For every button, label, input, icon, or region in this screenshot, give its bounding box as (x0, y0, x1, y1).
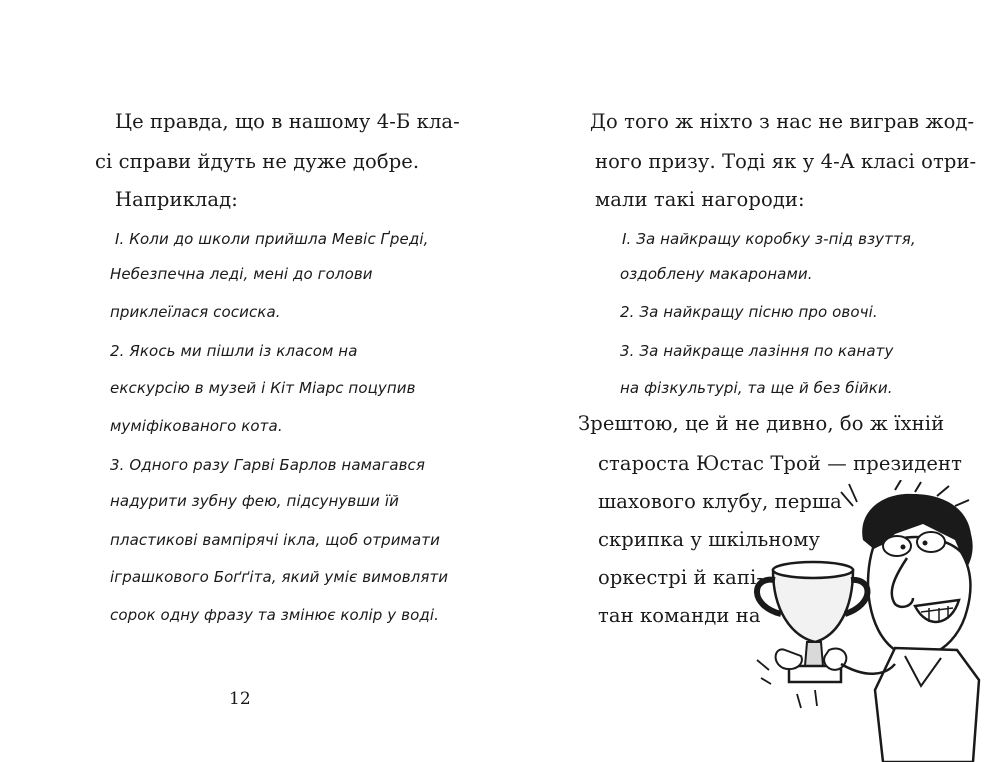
right-eye (917, 532, 945, 552)
list-line: муміфікованого кота. (110, 417, 283, 435)
list-line: 3. За найкраще лазіння по канату (620, 342, 894, 360)
list-line: екскурсію в музей і Кіт Міарс поцупив (110, 379, 416, 397)
intro-line: Наприклад: (115, 188, 238, 211)
intro-line: До того ж ніхто з нас не виграв жод- (590, 110, 975, 133)
list-line: сорок одну фразу та змінює колір у воді. (110, 606, 439, 624)
list-line: на фізкультурі, та ще й без бійки. (620, 379, 893, 397)
body-line: староста Юстас Трой — президент (598, 452, 963, 475)
left-eye (883, 536, 911, 556)
trophy-rim (773, 562, 853, 578)
body-line: тан команди на (598, 604, 761, 627)
intro-line: ного призу. Тоді як у 4-А класі отри- (595, 150, 977, 173)
trophy-stem (805, 642, 823, 666)
intro-line: сі справи йдуть не дуже добре. (95, 150, 420, 173)
boy-with-trophy-illustration (745, 480, 991, 762)
list-line: 2. За найкращу пісню про овочі. (620, 303, 878, 321)
right-hand (776, 649, 802, 669)
list-line: І. Коли до школи прийшла Мевіс Ґреді, (115, 230, 429, 248)
list-line: іграшкового Боґґіта, який уміє вимовляти (110, 568, 449, 586)
head (868, 537, 970, 657)
list-line: приклеїлася сосиска. (110, 303, 281, 321)
intro-line: Це правда, що в нашому 4-Б кла- (115, 110, 460, 133)
body-line: скрипка у шкільному (598, 528, 821, 551)
intro-line: мали такі нагороди: (595, 188, 805, 211)
shirt (875, 648, 979, 762)
list-line: оздоблену макаронами. (620, 265, 813, 283)
body-line: оркестрі й капі- (598, 566, 764, 589)
list-line: 2. Якось ми пішли із класом на (110, 342, 358, 360)
list-line: 3. Одного разу Гарві Барлов намагався (110, 456, 426, 474)
left-hand (824, 649, 846, 670)
page-number: 12 (229, 689, 251, 709)
list-line: І. За найкращу коробку з-під взуття, (622, 230, 916, 248)
trophy-cup (773, 570, 853, 642)
body-line: Зрештою, це й не дивно, бо ж їхній (578, 412, 945, 435)
body-line: шахового клубу, перша (598, 490, 842, 513)
list-line: надурити зубну фею, підсунувши їй (110, 492, 399, 510)
list-line: Небезпечна леді, мені до голови (110, 265, 373, 283)
left-page (0, 0, 495, 762)
list-line: пластикові вампірячі ікла, щоб отримати (110, 531, 440, 549)
